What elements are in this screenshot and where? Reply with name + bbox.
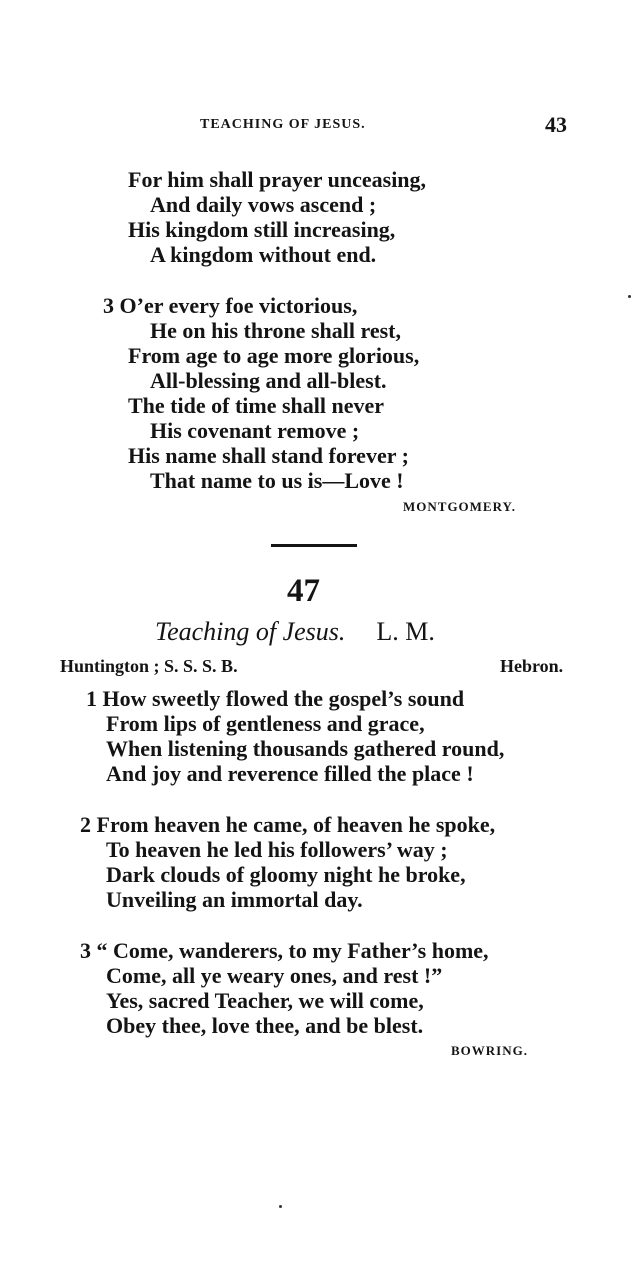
hymn-line: Come, all ye weary ones, and rest !” (106, 963, 443, 988)
prev-hymn-line: All-blessing and all-blest. (150, 368, 387, 393)
hymn-line: Unveiling an immortal day. (106, 887, 363, 912)
tune-names-left: Huntington ; S. S. S. B. (60, 656, 238, 676)
prev-hymn-line: For him shall prayer unceasing, (128, 167, 427, 192)
hymn-author: BOWRING. (451, 1043, 528, 1058)
hymn-line: When listening thousands gathered round, (106, 736, 505, 761)
prev-hymn-line: The tide of time shall never (128, 393, 385, 418)
tune-name-right: Hebron. (500, 656, 564, 676)
prev-hymn-line: And daily vows ascend ; (150, 192, 377, 217)
hymn-meter: L. M. (376, 617, 435, 646)
hymn-line: 2 From heaven he came, of heaven he spoke, (80, 812, 496, 837)
prev-hymn-line: From age to age more glorious, (128, 343, 420, 368)
prev-hymn-line: That name to us is—Love ! (150, 468, 404, 493)
page-number: 43 (545, 112, 567, 137)
prev-hymn-line: He on his throne shall rest, (150, 318, 401, 343)
page-speck (279, 1205, 282, 1208)
running-head: TEACHING OF JESUS. (200, 117, 366, 132)
prev-hymn-line: A kingdom without end. (150, 242, 377, 267)
hymn-line: Obey thee, love thee, and be blest. (106, 1013, 424, 1038)
hymn-divider (271, 544, 357, 547)
hymn-number: 47 (287, 573, 320, 609)
hymn-line: And joy and reverence filled the place ! (106, 761, 474, 786)
hymn-line: To heaven he led his followers’ way ; (106, 837, 448, 862)
prev-hymn-line: His covenant remove ; (150, 418, 360, 443)
prev-hymn-author: MONTGOMERY. (403, 499, 516, 514)
hymn-title (155, 617, 435, 647)
hymn-title-text: Teaching of Jesus. (155, 617, 346, 646)
prev-hymn-line: His name shall stand forever ; (128, 443, 409, 468)
hymn-line: Dark clouds of gloomy night he broke, (106, 862, 466, 887)
prev-hymn-line: 3 O’er every foe victorious, (103, 293, 358, 318)
hymn-line: From lips of gentleness and grace, (106, 711, 425, 736)
hymn-line: 1 How sweetly flowed the gospel’s sound (86, 686, 465, 711)
prev-hymn-line: His kingdom still increasing, (128, 217, 396, 242)
hymn-line: 3 “ Come, wanderers, to my Father’s home, (80, 938, 489, 963)
page-speck (628, 295, 631, 298)
hymn-line: Yes, sacred Teacher, we will come, (106, 988, 424, 1013)
